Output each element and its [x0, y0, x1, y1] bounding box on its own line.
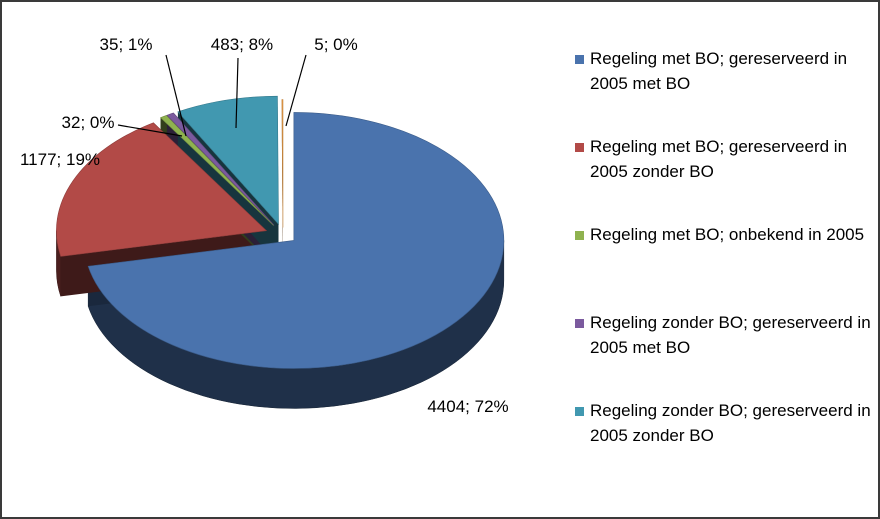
legend-item [575, 222, 875, 310]
legend-item [575, 310, 875, 398]
legend-label: Regeling met BO; onbekend in 2005 [590, 225, 865, 244]
data-label: 32; 0% [61, 113, 115, 132]
legend [575, 46, 875, 486]
pie-slice [282, 100, 283, 228]
legend-item [575, 134, 875, 222]
data-label: 35; 1% [99, 35, 153, 54]
data-label: 483; 8% [210, 35, 274, 54]
legend-item [575, 46, 875, 134]
data-label: 5; 0% [314, 35, 358, 54]
data-label: 4404; 72% [427, 397, 509, 416]
legend-label: Regeling met BO; gereserveerd in 2005 met BO [590, 49, 848, 93]
legend-swatch [575, 319, 584, 328]
legend-item [575, 398, 875, 486]
legend-swatch [575, 143, 584, 152]
legend-swatch [575, 55, 584, 64]
legend-swatch [575, 407, 584, 416]
legend-label: Regeling zonder BO; gereserveerd in 2005 zonder BO [590, 401, 871, 445]
data-label: 1177; 19% [19, 150, 101, 169]
legend-label: Regeling zonder BO; gereserveerd in 2005 met BO [590, 313, 871, 357]
legend-label: Regeling met BO; gereserveerd in 2005 zonder BO [590, 137, 848, 181]
legend-swatch [575, 231, 584, 240]
